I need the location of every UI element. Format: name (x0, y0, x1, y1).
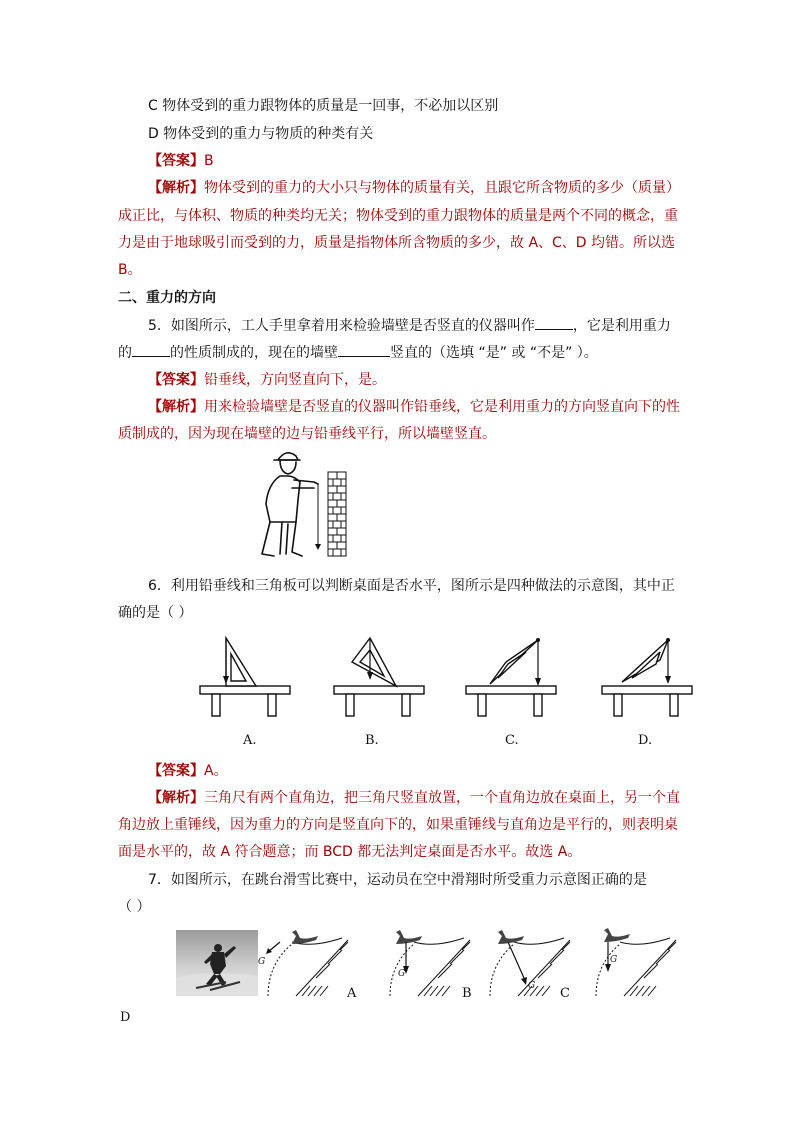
blank (132, 342, 170, 357)
ski-jumper-photo (176, 930, 258, 996)
q7-diagram-d (584, 924, 678, 1000)
answer-text: B (204, 153, 214, 169)
explanation-tag: 【解析】 (148, 180, 204, 196)
q7-diagram-a (256, 924, 350, 1000)
worker-plumb-line-figure (252, 448, 362, 560)
q5-stem (148, 315, 671, 336)
stem-text: ，它是利用重力 (572, 318, 671, 334)
q6-stem-line2: 确的是（ ） (118, 605, 193, 621)
force-label: G (528, 981, 536, 991)
section-title: 二、重力的方向 (118, 290, 216, 306)
answer-text: A。 (204, 763, 228, 779)
q6-stem: 6．利用铅垂线和三角板可以判断桌面是否水平，图所示是四种做法的示意图，其中正 (148, 578, 675, 594)
option-label-c: C (560, 986, 570, 1001)
option-d: D 物体受到的重力与物质的种类有关 (148, 126, 374, 142)
explanation-line: 质制成的，因为现在墙壁的边与铅垂线平行，所以墙壁竖直。 (118, 426, 496, 442)
explanation-line: 角边放上重锤线，因为重力的方向是竖直向下的，如果重锤线与直角边是平行的，则表明桌 (118, 817, 678, 833)
q6-diagram-b (332, 632, 426, 720)
q5-stem-line2 (118, 342, 598, 363)
option-label-a: A. (243, 733, 257, 748)
stem-text: 5．如图所示，工人手里拿着用来检验墙壁是否竖直的仪器叫作 (148, 318, 535, 334)
explanation-line: 物体受到的重力的大小只与物体的质量有关，且跟它所含物质的多少（质量） (204, 180, 680, 196)
q7-diagram-b (378, 924, 472, 1000)
option-label-b: B (462, 986, 472, 1001)
stem-text: 的 (118, 345, 132, 361)
option-c: C 物体受到的重力跟物体的质量是一回事，不必加以区别 (148, 98, 499, 114)
q4-explanation (148, 178, 680, 198)
stem-text: 竖直的（选填 “是” 或 “不是” ）。 (390, 345, 598, 361)
option-label-b: B. (365, 733, 379, 748)
answer-tag: 【答案】 (148, 372, 204, 388)
q7-stem: 7．如图所示，在跳台滑雪比赛中，运动员在空中滑翔时所受重力示意图正确的是 (148, 872, 647, 888)
blank (338, 342, 390, 357)
q4-answer (148, 151, 214, 171)
answer-text: 铅垂线，方向竖直向下，是。 (204, 372, 386, 388)
explanation-tag: 【解析】 (148, 790, 204, 806)
q5-explanation (148, 397, 680, 417)
explanation-tag: 【解析】 (148, 399, 204, 415)
explanation-line: 三角尺有两个直角边，把三角尺竖直放置，一个直角边放在桌面上，另一个直 (204, 790, 680, 806)
q6-diagram-a (198, 632, 292, 720)
q6-explanation (148, 788, 680, 808)
option-label-c: C. (505, 733, 519, 748)
option-label-d: D. (638, 733, 653, 748)
force-label: G (610, 955, 618, 965)
explanation-line: 成正比，与体积、物质的种类均无关；物体受到的重力跟物体的质量是两个不同的概念，重 (118, 208, 678, 224)
explanation-line: 面是水平的，故 A 符合题意；而 BCD 都无法判定桌面是否水平。故选 A。 (118, 844, 582, 860)
q6-diagram-c (464, 632, 558, 720)
q6-diagram-d (600, 632, 694, 720)
explanation-line: B。 (118, 262, 142, 278)
q6-answer (148, 761, 228, 781)
blank (535, 315, 573, 330)
explanation-line: 力是由于地球吸引而受到的力，质量是指物体所含物质的多少，故 A、C、D 均错。所以选 (118, 235, 676, 251)
answer-tag: 【答案】 (148, 153, 204, 169)
force-label: G (398, 969, 406, 979)
option-label-a: A (347, 986, 357, 1001)
q7-stem-line2: （ ） (118, 899, 151, 915)
answer-tag: 【答案】 (148, 763, 204, 779)
option-label-d: D (120, 1010, 131, 1025)
stem-text: 的性质制成的，现在的墙壁 (170, 345, 338, 361)
q5-answer (148, 370, 386, 390)
force-label: G (258, 957, 266, 967)
explanation-line: 用来检验墙壁是否竖直的仪器叫作铅垂线，它是利用重力的方向竖直向下的性 (204, 399, 680, 415)
q7-diagram-c (478, 924, 572, 1000)
